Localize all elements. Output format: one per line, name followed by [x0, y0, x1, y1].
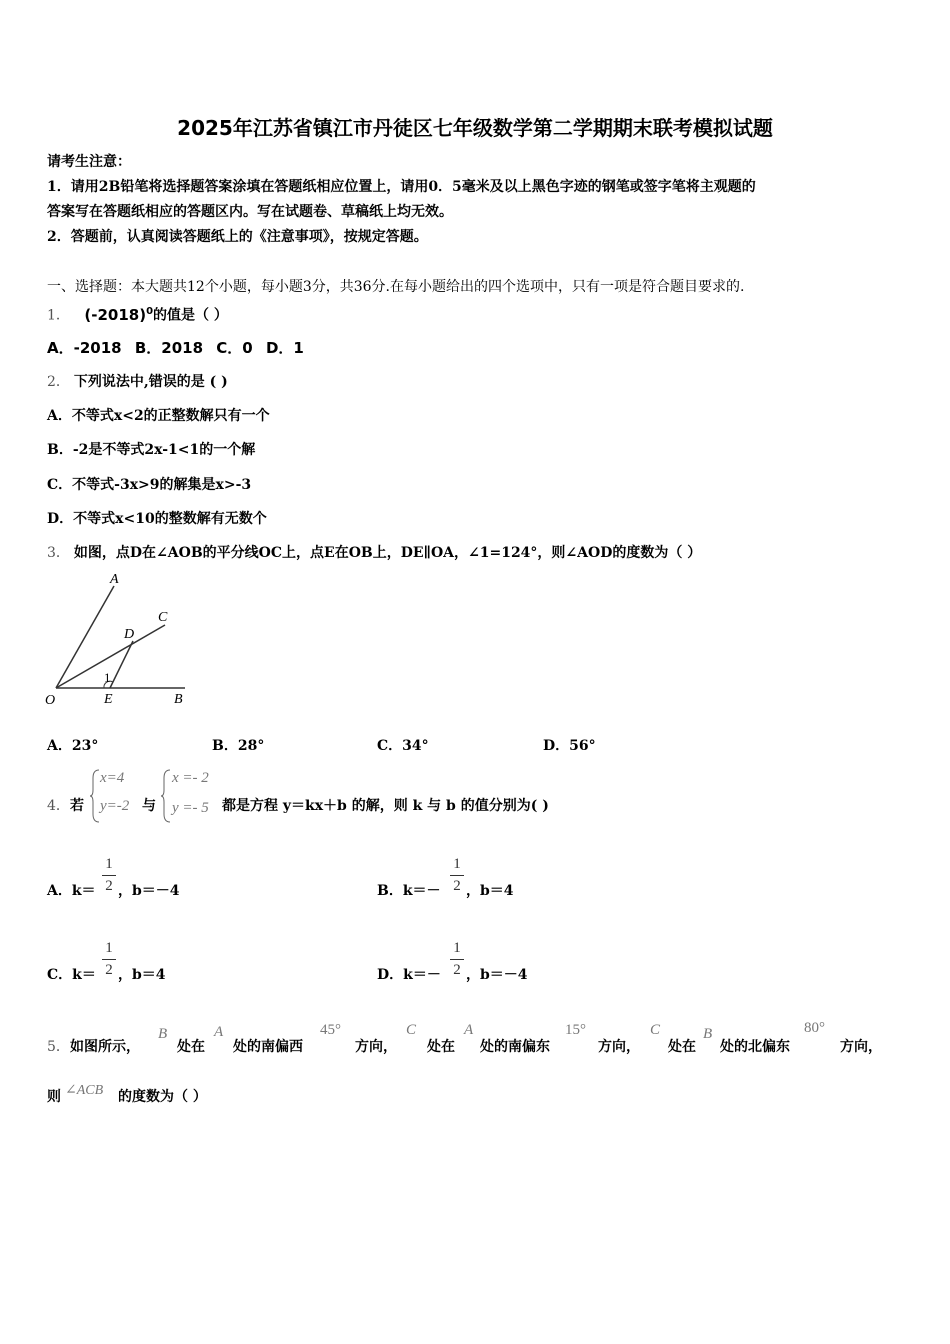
q3-stem: 如图，点D在∠AOB的平分线OC上，点E在OB上，DE∥OA，∠1=124°，则∠AOD的度数为（ ）: [73, 545, 702, 561]
q5-text-8: 处在: [668, 1039, 696, 1055]
q5-text-2: 处在: [177, 1039, 205, 1055]
q2-option-b[interactable]: B．-2是不等式2x-1<1的一个解: [47, 442, 256, 458]
q4-option-b-label[interactable]: B．k＝－: [377, 883, 441, 899]
question-3: [47, 543, 701, 563]
label-b: B: [174, 692, 183, 707]
question-number: 4．: [47, 798, 70, 814]
q1-option-b[interactable]: B．2018: [134, 339, 204, 357]
q4-system-2-eq1: x =- 2: [172, 770, 209, 786]
section-heading: 一、选择题：本大题共12个小题，每小题3分，共36分.在每小题给出的四个选项中，只有一项是符合题目要求的.: [47, 279, 745, 295]
q5-text-10: 方向，: [840, 1039, 882, 1055]
label-angle-1: 1: [104, 670, 111, 685]
question-number: 2．: [47, 374, 70, 390]
q5-angle-acb: ∠ACB: [65, 1083, 104, 1098]
q4-option-d-label[interactable]: D．k＝－: [377, 967, 441, 983]
question-number: 5．: [47, 1039, 70, 1055]
q4-option-b-tail: ，b＝4: [466, 883, 514, 899]
question-number: 3．: [47, 545, 70, 561]
page-title: 2025年江苏省镇江市丹徒区七年级数学第二学期期末联考模拟试题: [177, 116, 773, 140]
q4-option-a-tail: ，b＝－4: [118, 883, 180, 899]
q1-options: [47, 338, 304, 358]
fraction-one-half: 1 2: [102, 940, 116, 979]
q5-point-a-2: A: [464, 1022, 474, 1038]
fraction-one-half: 1 2: [450, 856, 464, 895]
brace-icon: [160, 768, 172, 824]
label-e: E: [104, 692, 113, 707]
q4-option-c-tail: ，b＝4: [118, 967, 166, 983]
q3-option-a[interactable]: A．23°: [47, 738, 99, 754]
q5-ze: 则: [47, 1089, 61, 1105]
q1-option-d[interactable]: D．1: [265, 339, 304, 357]
q2-stem: 下列说法中,错误的是 ( ): [73, 374, 228, 390]
q5-text-4: 方向，: [355, 1039, 397, 1055]
q2-option-c[interactable]: C．不等式-3x>9的解集是x>-3: [47, 477, 252, 493]
q5-point-b: B: [158, 1026, 168, 1042]
q3-option-d[interactable]: D．56°: [543, 738, 596, 754]
notice-heading: 请考生注意：: [47, 154, 131, 170]
q5-point-a: A: [214, 1024, 224, 1040]
angle-figure: [40, 568, 200, 713]
q2-option-d[interactable]: D．不等式x<10的整数解有无数个: [47, 511, 267, 527]
q4-system-1-eq1: x=4: [100, 770, 125, 786]
q5-point-c: C: [406, 1022, 417, 1038]
q5-angle-80: 80°: [804, 1020, 825, 1036]
q1-exponent: 0: [146, 306, 154, 317]
q5-point-c-2: C: [650, 1022, 661, 1038]
q4-system-2-eq2: y =- 5: [172, 800, 209, 816]
question-number: 1．: [47, 307, 70, 324]
q5-angle-15: 15°: [565, 1022, 586, 1038]
q2-option-a[interactable]: A．不等式x<2的正整数解只有一个: [47, 408, 270, 424]
label-a: A: [110, 572, 119, 587]
q4-system-1-eq2: y=-2: [100, 798, 130, 814]
fraction-one-half: 1 2: [450, 940, 464, 979]
question-2: [47, 372, 228, 392]
q1-option-c[interactable]: C．0: [216, 339, 253, 357]
notice-line-1: 1．请用2B铅笔将选择题答案涂填在答题纸相应位置上，请用0．5毫米及以上黑色字迹的钢笔或签字笔将主观题的: [47, 179, 756, 195]
question-1: [47, 302, 228, 326]
q1-option-a[interactable]: A．-2018: [47, 339, 122, 357]
q3-option-c[interactable]: C．34°: [377, 738, 429, 754]
q4-ruo: 若: [70, 798, 84, 814]
q5-text-9: 处的北偏东: [720, 1039, 790, 1055]
q5-stem-end: 的度数为（ ）: [118, 1089, 207, 1105]
q5-text-1: 如图所示，: [70, 1039, 140, 1055]
q5-text-7: 方向，: [598, 1039, 640, 1055]
q3-option-b[interactable]: B．28°: [212, 738, 265, 754]
q4-option-d-tail: ，b＝－4: [466, 967, 528, 983]
q5-point-b-2: B: [703, 1026, 713, 1042]
q5-angle-45: 45°: [320, 1022, 341, 1038]
q1-expression: (-2018): [84, 305, 147, 324]
notice-line-1-cont: 答案写在答题纸相应的答题区内。写在试题卷、草稿纸上均无效。: [47, 204, 453, 220]
q4-yu: 与: [142, 798, 156, 814]
q5-text-3: 处的南偏西: [233, 1039, 303, 1055]
q4-stem: 都是方程 y＝kx＋b 的解，则 k 与 b 的值分别为( ): [222, 798, 549, 814]
q5-text-5: 处在: [427, 1039, 455, 1055]
label-o: O: [45, 693, 56, 708]
fraction-one-half: 1 2: [102, 856, 116, 895]
label-d: D: [124, 627, 135, 642]
label-c: C: [158, 610, 168, 625]
q4-option-a-label[interactable]: A．k＝: [47, 883, 96, 899]
q1-stem: 的值是（ ）: [153, 307, 228, 324]
notice-line-2: 2．答题前，认真阅读答题纸上的《注意事项》，按规定答题。: [47, 229, 428, 245]
q5-text-6: 处的南偏东: [480, 1039, 550, 1055]
q4-option-c-label[interactable]: C．k＝: [47, 967, 96, 983]
